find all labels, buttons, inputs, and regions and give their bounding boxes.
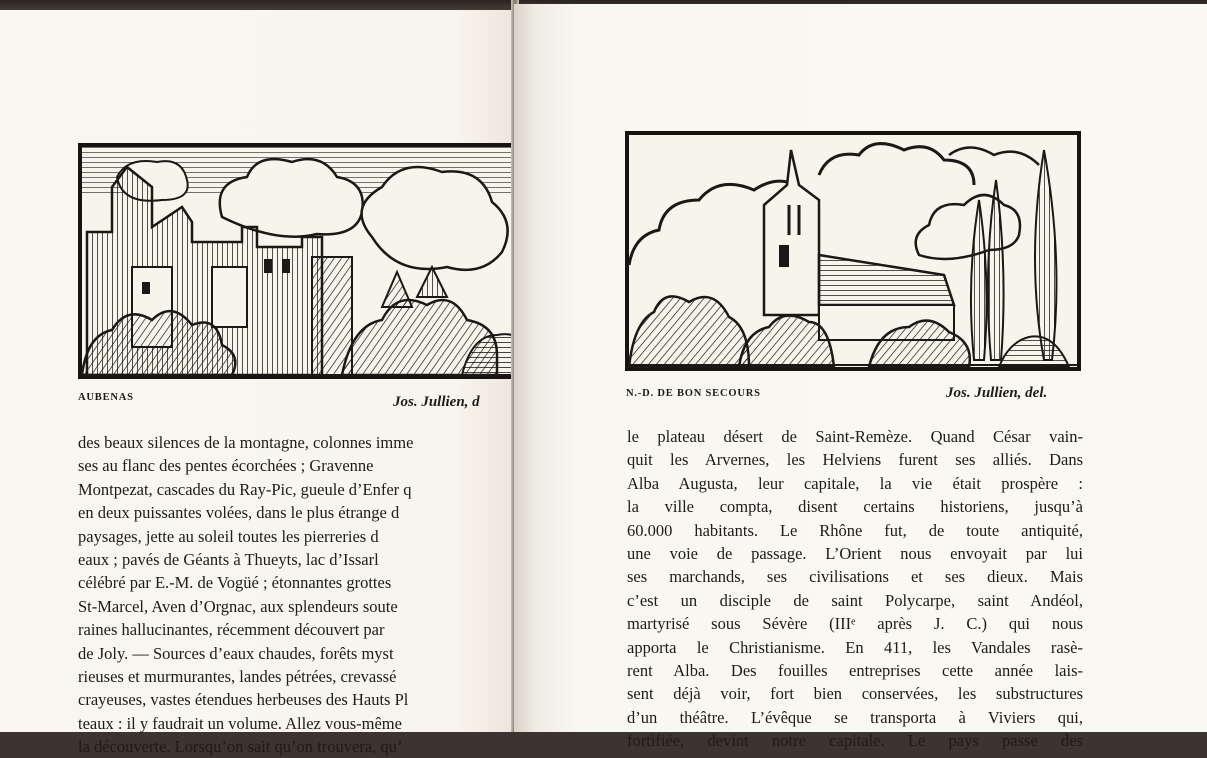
illustration-caption: N.-D. DE BON SECOURS xyxy=(626,388,761,399)
text-line: une voie de passage. L’Orient nous envoyait par lui xyxy=(627,543,1083,563)
text-line: c’est un disciple de saint Polycarpe, saint Andéol, xyxy=(627,590,1083,610)
text-line: la ville compta, disent certains historiens, jusqu’à xyxy=(627,497,1083,517)
text-line: teaux : il y faudrait un volume. Allez vous-même xyxy=(78,713,402,733)
text-line: ses marchands, ses civilisations et ses dieux. Mais xyxy=(627,567,1083,587)
text-line: eaux ; pavés de Géants à Thueyts, lac d’Issarl xyxy=(78,549,379,569)
text-line: ses au flanc des pentes écorchées ; Gravenne xyxy=(78,456,374,476)
text-line: raines hallucinantes, récemment découvert par xyxy=(78,620,385,640)
text-line: martyrisé sous Sévère (IIIᵉ après J. C.) qui nous xyxy=(627,614,1083,634)
text-line: paysages, jette au soleil toutes les pierreries d xyxy=(78,526,379,546)
text-line: sent déjà voir, fort bien conservées, les substructures xyxy=(627,684,1083,704)
illustration-caption: AUBENAS xyxy=(78,392,134,403)
text-line: apporta le Christianisme. En 411, les Vandales rasè- xyxy=(627,637,1083,657)
illustration-credit: Jos. Jullien, del. xyxy=(946,385,1048,401)
body-text xyxy=(627,425,1083,752)
text-line: de Joly. — Sources d’eaux chaudes, forêts myst xyxy=(78,643,394,663)
text-line: Alba Augusta, leur capitale, la vie était prospère : xyxy=(627,473,1083,493)
aubenas-illustration xyxy=(78,143,536,379)
text-line: rieuses et murmurantes, landes pétrées, crevassé xyxy=(78,666,397,686)
text-line: crayeuses, vastes étendues herbeuses des Hauts Pl xyxy=(78,690,409,710)
text-line: fortifiée, devint notre capitale. Le pays passe des xyxy=(627,731,1083,751)
body-text xyxy=(78,431,516,758)
illustration-credit: Jos. Jullien, d xyxy=(393,394,480,410)
text-line: 60.000 habitants. Le Rhône fut, de toute antiquité, xyxy=(627,520,1083,540)
text-line: rent Alba. Des fouilles entreprises cette année lais- xyxy=(627,660,1083,680)
text-line: le plateau désert de Saint-Remèze. Quand César vain- xyxy=(627,427,1083,446)
right-page xyxy=(514,4,1207,751)
text-line: en deux puissantes volées, dans le plus étrange d xyxy=(78,503,400,523)
text-line: la découverte. Lorsqu’on sait qu’on trouvera, qu’ xyxy=(78,737,403,757)
text-line: d’un théâtre. L’évêque se transporta à Viviers qui, xyxy=(627,707,1083,727)
text-line: Montpezat, cascades du Ray-Pic, gueule d’Enfer q xyxy=(78,479,412,499)
text-line: des beaux silences de la montagne, colonnes imme xyxy=(78,433,414,452)
text-line: célébré par E.-M. de Vogüé ; étonnantes grottes xyxy=(78,573,392,593)
left-page xyxy=(0,10,516,757)
text-line: quit les Arvernes, les Helviens furent ses alliés. Dans xyxy=(627,450,1083,470)
bon-secours-illustration xyxy=(625,131,1081,371)
text-line: St-Marcel, Aven d’Orgnac, aux splendeurs soute xyxy=(78,596,398,616)
